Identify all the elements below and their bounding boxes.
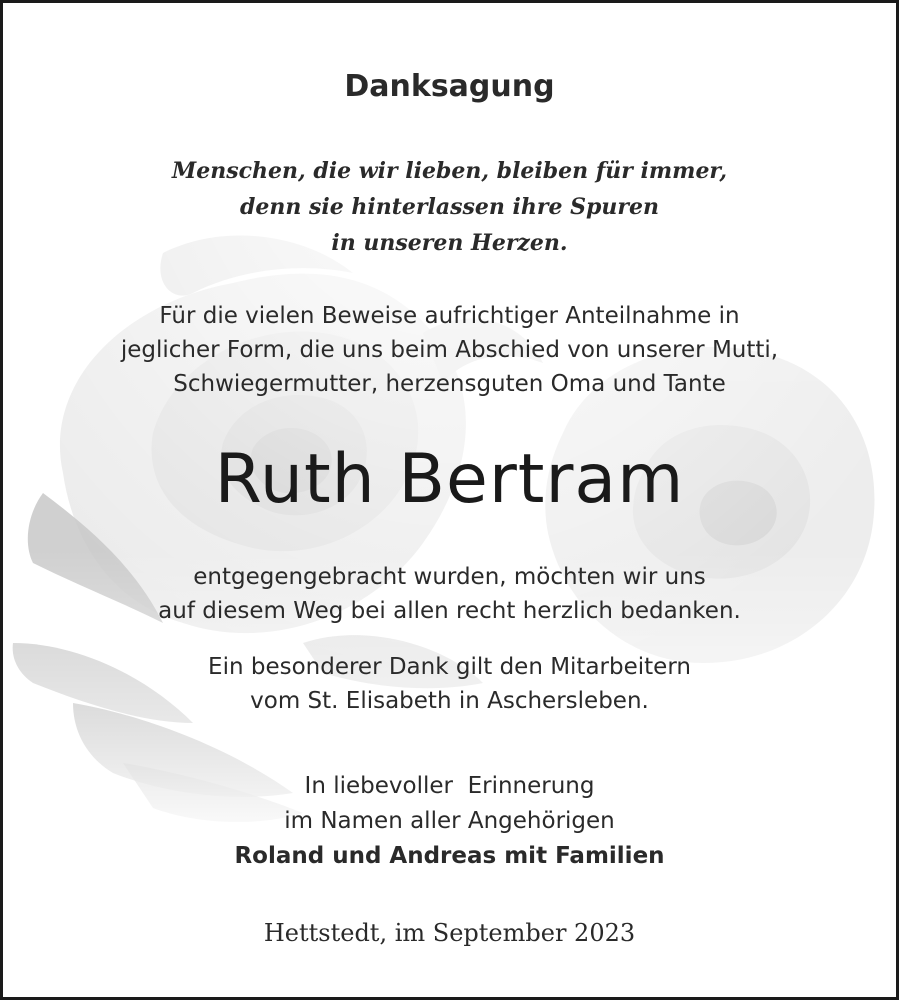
- thanks-line-1: entgegengebracht wurden, möchten wir uns: [193, 564, 706, 590]
- quote-line-2: denn sie hinterlassen ihre Spuren: [239, 194, 659, 220]
- thanks-line-2: auf diesem Weg bei allen recht herzlich bedanken.: [158, 598, 741, 624]
- notice-heading: Danksagung: [344, 69, 555, 104]
- quote-line-1: Menschen, die wir lieben, bleiben für immer,: [171, 158, 728, 184]
- special-thanks-line-1: Ein besonderer Dank gilt den Mitarbeitern: [208, 654, 691, 680]
- signers: Roland und Andreas mit Familien: [234, 843, 665, 869]
- quote-line-3: in unseren Herzen.: [331, 230, 568, 256]
- intro-line-2: jeglicher Form, die uns beim Abschied von unserer Mutti,: [120, 337, 779, 363]
- intro-line-3: Schwiegermutter, herzensguten Oma und Tante: [173, 371, 726, 397]
- intro-line-1: Für die vielen Beweise aufrichtiger Anteilnahme in: [159, 303, 740, 329]
- special-thanks-line-2: vom St. Elisabeth in Aschersleben.: [250, 688, 649, 714]
- deceased-name: Ruth Bertram: [214, 440, 685, 519]
- place-and-date: Hettstedt, im September 2023: [263, 919, 636, 947]
- closing-line-2: im Namen aller Angehörigen: [284, 808, 615, 834]
- closing-line-1: In liebevoller Erinnerung: [304, 773, 595, 799]
